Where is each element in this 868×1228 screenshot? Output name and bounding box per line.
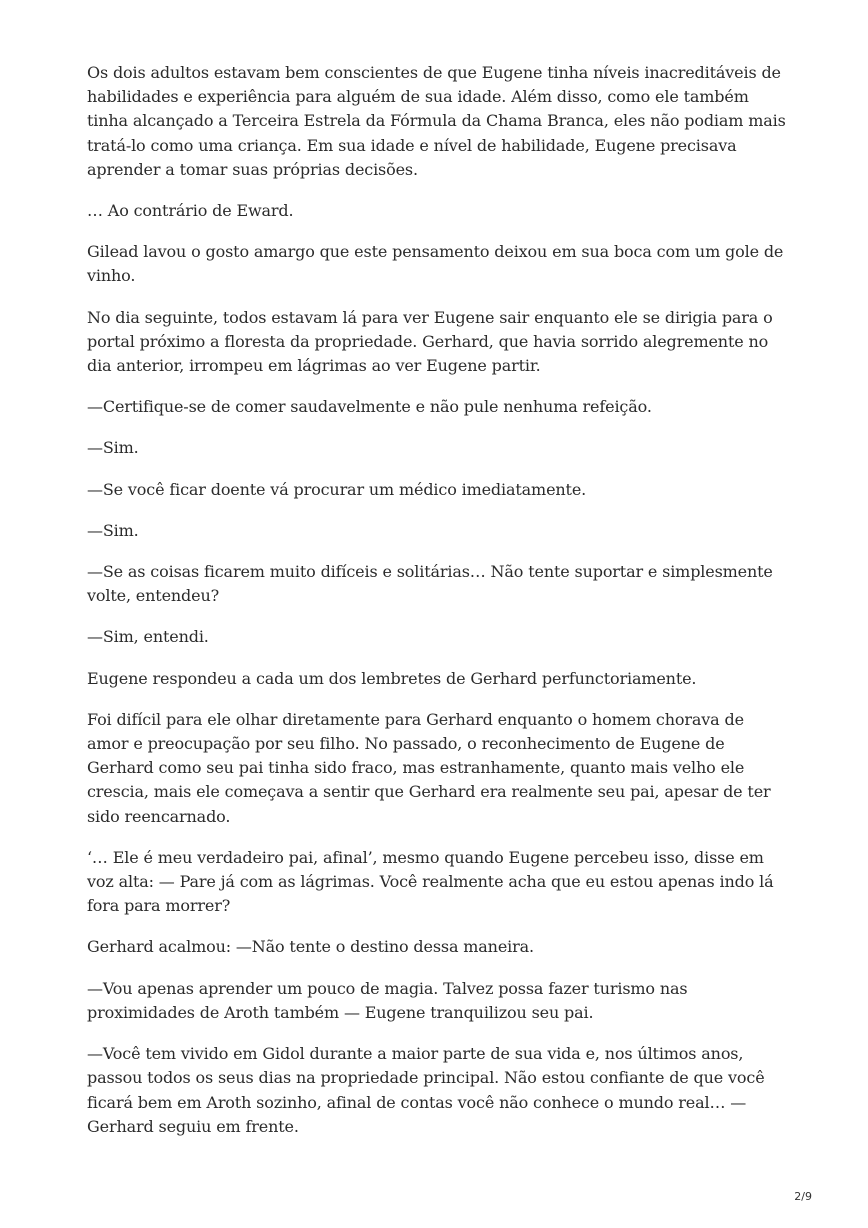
dialogue-line: Gerhard acalmou: —Não tente o destino dessa maneira. [87,937,534,957]
dialogue-line: —Se as coisas ficarem muito difíceis e solitárias… Não tente suportar e simplesmente volte, entendeu? [87,562,773,606]
dialogue-line: —Certifique-se de comer saudavelmente e não pule nenhuma refeição. [87,397,652,417]
paragraph: Eugene respondeu a cada um dos lembretes de Gerhard perfunctoriamente. [87,668,697,688]
dialogue-line: —Vou apenas aprender um pouco de magia. Talvez possa fazer turismo nas proximidades de Aroth também — Eugene tranquilizou seu pai. [87,978,688,1022]
page-number: 2/9 [794,1190,812,1203]
dialogue-line: —Sim, entendi. [87,627,209,647]
page-body [87,61,787,1156]
paragraph: ‘… Ele é meu verdadeiro pai, afinal’, mesmo quando Eugene percebeu isso, disse em voz alta: — Pare já com as lágrimas. Você realmente acha que eu estou apenas indo lá fora para morrer? [87,847,774,916]
dialogue-line: —Sim. [87,520,139,540]
paragraph: Os dois adultos estavam bem conscientes de que Eugene tinha níveis inacreditáveis de habilidades e experiência para alguém de sua idade. Além disso, como ele também tinha alcançado a Terceira Estrela da Fórmula da Chama Branca, eles não podiam mais tratá-lo como uma criança. Em sua idade e nível de habilidade, Eugene precisava aprender a tomar suas próprias decisões. [87,63,786,179]
dialogue-line: —Você tem vivido em Gidol durante a maior parte de sua vida e, nos últimos anos, passou todos os seus dias na propriedade principal. Não estou confiante de que você ficará bem em Aroth sozinho, afinal de contas você não conhece o mundo real… — Gerhard seguiu em frente. [87,1044,765,1136]
paragraph: Foi difícil para ele olhar diretamente para Gerhard enquanto o homem chorava de amor e preocupação por seu filho. No passado, o reconhecimento de Eugene de Gerhard como seu pai tinha sido fraco, mas estranhamente, quanto mais velho ele crescia, mais ele começava a sentir que Gerhard era realmente seu pai, apesar de ter sido reencarnado. [87,709,771,826]
dialogue-line: —Se você ficar doente vá procurar um médico imediatamente. [87,479,587,499]
paragraph: Gilead lavou o gosto amargo que este pensamento deixou em sua boca com um gole de vinho. [87,242,784,286]
paragraph: No dia seguinte, todos estavam lá para ver Eugene sair enquanto ele se dirigia para o portal próximo a floresta da propriedade. Gerhard, que havia sorrido alegremente no dia anterior, irrompeu em lágrimas ao ver Eugene partir. [87,307,773,376]
paragraph: … Ao contrário de Eward. [87,201,294,221]
dialogue-line: —Sim. [87,438,139,458]
